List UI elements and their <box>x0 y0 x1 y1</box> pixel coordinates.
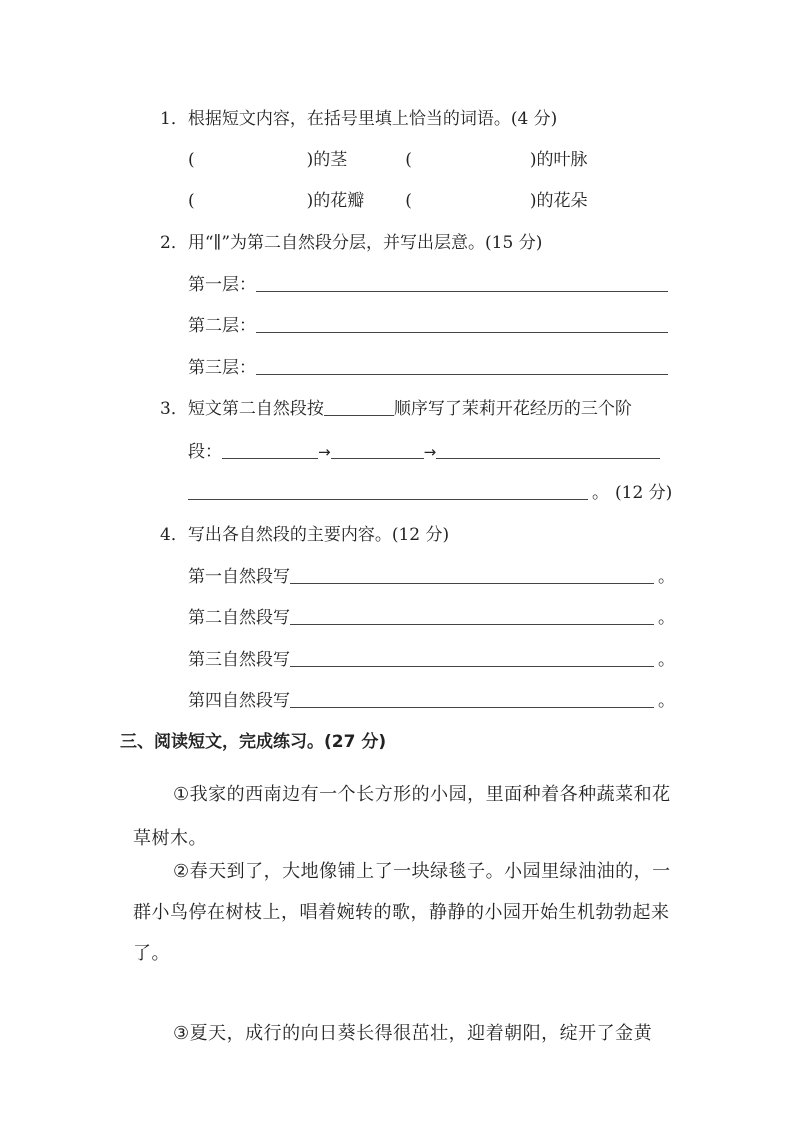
q1-row2-left-suffix: )的花瓣 <box>306 191 365 211</box>
q2-layer-3 <box>188 357 668 379</box>
q3-prompt-start: 3．短文第二自然段按 <box>160 399 324 419</box>
q3-score: (12 分) <box>615 483 673 503</box>
q3-end-mark: 。 <box>592 483 609 503</box>
q4-item-4-answer-line[interactable] <box>290 706 654 708</box>
q3-prompt <box>160 398 632 420</box>
q4-item-1-answer-line[interactable] <box>290 582 654 584</box>
q4-item-1-end: 。 <box>658 567 675 587</box>
q1-row1-left-open: ( <box>188 150 195 170</box>
q3-line-2 <box>188 441 660 463</box>
q3-order-blank[interactable] <box>324 414 394 416</box>
passage-paragraph-3: ③夏天，成行的向日葵长得很茁壮，迎着朝阳，绽开了金黄 <box>173 1023 653 1044</box>
q3-prompt-end: 顺序写了茉莉开花经历的三个阶 <box>393 399 632 419</box>
q1-row-1 <box>188 149 588 171</box>
q3-stage-3-blank[interactable] <box>436 457 660 459</box>
q4-item-1-label: 第一自然段写 <box>188 567 290 587</box>
q4-item-2-end: 。 <box>658 608 675 628</box>
q2-layer-2 <box>188 315 668 337</box>
q1-row1-right-open: ( <box>405 150 412 170</box>
q1-row-2 <box>188 190 588 212</box>
q2-layer-2-label: 第二层： <box>188 316 256 336</box>
q4-item-2 <box>188 607 675 629</box>
q1-row2-left-open: ( <box>188 191 195 211</box>
q2-layer-1 <box>188 274 668 296</box>
q3-line-3 <box>188 482 672 504</box>
q1-prompt: 1．根据短文内容，在括号里填上恰当的词语。(4 分) <box>160 109 558 129</box>
q1-row1-right-suffix: )的叶脉 <box>529 150 588 170</box>
q1-row1-left-suffix: )的茎 <box>306 150 348 170</box>
arrow-right-icon: → <box>423 443 437 461</box>
q4-item-3-answer-line[interactable] <box>290 665 654 667</box>
q2-prompt: 2．用“∥”为第二自然段分层，并写出层意。(15 分) <box>160 233 543 253</box>
q4-prompt: 4．写出各自然段的主要内容。(12 分) <box>160 525 450 545</box>
q4-item-1 <box>188 566 675 588</box>
q4-item-2-label: 第二自然段写 <box>188 608 290 628</box>
q4-item-3-end: 。 <box>658 650 675 670</box>
q3-stage-1-blank[interactable] <box>222 457 318 459</box>
q4-item-4 <box>188 690 675 712</box>
q4-item-3-label: 第三自然段写 <box>188 650 290 670</box>
q2-layer-3-answer-line[interactable] <box>256 373 668 375</box>
q3-stage-2-blank[interactable] <box>331 457 424 459</box>
passage-paragraph-2: ②春天到了，大地像铺上了一块绿毯子。小园里绿油油的，一群小鸟停在树枝上，唱着婉转的歌，静静的小园开始生机勃勃起来了。 <box>133 861 671 964</box>
q2-layer-1-label: 第一层： <box>188 275 256 295</box>
q4-item-2-answer-line[interactable] <box>290 623 654 625</box>
arrow-right-icon: → <box>318 443 331 461</box>
q2-layer-2-answer-line[interactable] <box>256 331 668 333</box>
q2-layer-3-label: 第三层： <box>188 358 256 378</box>
q4-item-4-label: 第四自然段写 <box>188 691 290 711</box>
q4-item-4-end: 。 <box>658 691 675 711</box>
q4-item-3 <box>188 649 675 671</box>
q1-row2-right-open: ( <box>405 191 412 211</box>
q1-row2-right-suffix: )的花朵 <box>529 191 588 211</box>
q3-line2-start: 段： <box>188 442 222 462</box>
q2-layer-1-answer-line[interactable] <box>256 290 668 292</box>
passage-paragraph-1: ①我家的西南边有一个长方形的小园，里面种着各种蔬菜和花草树木。 <box>133 784 671 849</box>
section-3-title: 三、阅读短文，完成练习。(27 分) <box>120 732 387 752</box>
q3-stage-3-blank-cont[interactable] <box>188 498 588 500</box>
